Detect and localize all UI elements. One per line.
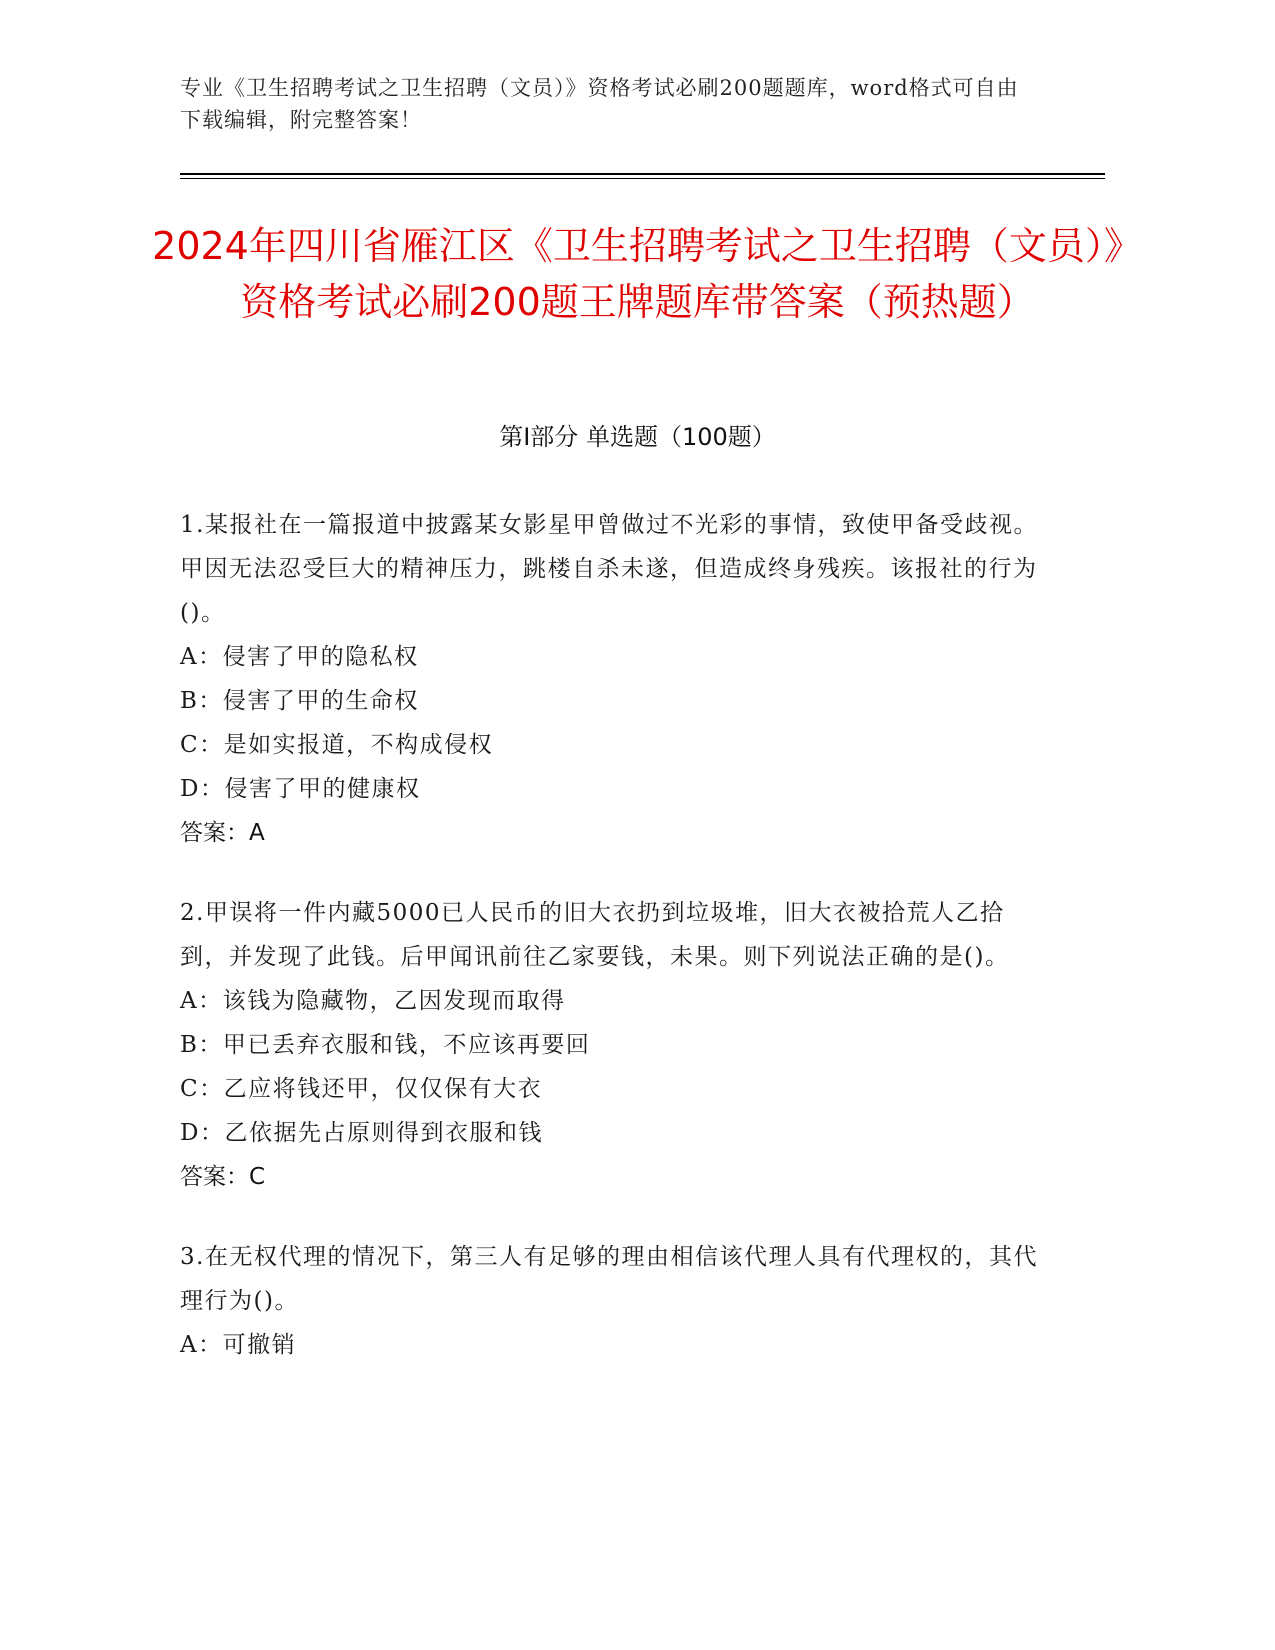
option-b: B：侵害了甲的生命权 [180,688,419,714]
answer: 答案：C [180,1164,266,1190]
option-c: C：乙应将钱还甲，仅仅保有大衣 [180,1076,543,1102]
question-text: 1.某报社在一篇报道中披露某女影星甲曾做过不光彩的事情，致使甲备受歧视。甲因无法忍受巨大的精神压力，跳楼自杀未遂，但造成终身残疾。该报社的行为()。 [180,512,1038,626]
section-title: 第I部分 单选题（100题） [499,423,776,451]
header-rule-thin [180,178,1105,179]
option-a: A：该钱为隐藏物，乙因发现而取得 [180,988,566,1014]
answer: 答案：A [180,820,265,846]
option-c: C：是如实报道，不构成侵权 [180,732,494,758]
option-d: D：侵害了甲的健康权 [180,776,421,802]
header-note: 专业《卫生招聘考试之卫生招聘（文员）》资格考试必刷200题题库，word格式可自由下载编辑，附完整答案！ [180,76,1019,132]
question-text: 3.在无权代理的情况下，第三人有足够的理由相信该代理人具有代理权的，其代理行为()。 [180,1244,1038,1314]
option-a: A：可撤销 [180,1332,297,1358]
option-a: A：侵害了甲的隐私权 [180,644,419,670]
question-2 [180,891,1040,1199]
question-3 [180,1235,1040,1367]
document-title: 2024年四川省雁江区《卫生招聘考试之卫生招聘（文员）》资格考试必刷200题王牌题库带答案（预热题） [152,224,1123,324]
question-list [180,503,1040,1403]
option-d: D：乙依据先占原则得到衣服和钱 [180,1120,543,1146]
header-rule-thick [180,173,1105,175]
question-text: 2.甲误将一件内藏5000已人民币的旧大衣扔到垃圾堆，旧大衣被拾荒人乙拾到，并发现了此钱。后甲闻讯前往乙家要钱，未果。则下列说法正确的是()。 [180,900,1010,970]
option-b: B：甲已丢弃衣服和钱，不应该再要回 [180,1032,591,1058]
question-1 [180,503,1040,855]
